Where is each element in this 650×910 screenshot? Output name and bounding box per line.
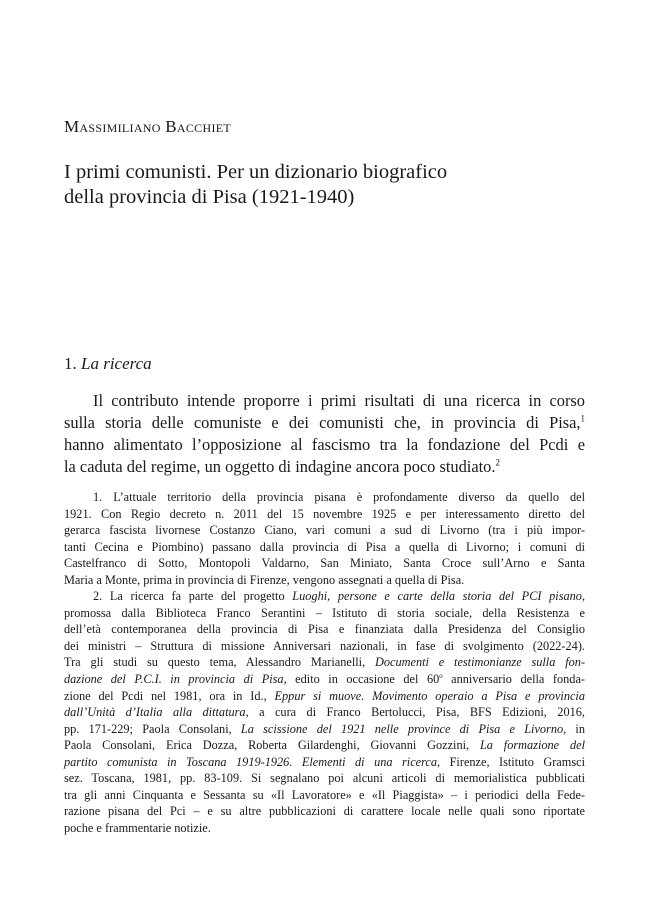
section-number: 1.: [64, 354, 77, 373]
footnote-ref-1[interactable]: 1: [580, 413, 585, 424]
chapter-title: [64, 160, 584, 210]
footnote-text: zione del Pcdi nel 1981, ora in Id.,: [64, 688, 275, 703]
footnote-italic-text: Documenti e testimonianze sulla fon-: [374, 655, 585, 670]
body-line-text: sulla storia delle comuniste e dei comunisti che, in provincia di Pisa,: [64, 413, 581, 432]
footnote-2-line: [64, 704, 585, 721]
footnote-1-line: Castelfranco di Sotto, Montopoli Valdarno, San Miniato, Santa Croce sull’Arno e Santa: [64, 556, 585, 571]
body-line: Il contributo intende proporre i primi risultati di una ricerca in corso: [93, 391, 585, 410]
footnote-italic-text: dazione del P.C.I. in provincia di Pisa: [64, 672, 284, 687]
footnote-1-line: gerarca fascista livornese Costanzo Ciano, vari comuni a sud di Livorno (tra i più impor-: [64, 523, 585, 538]
footnote-italic-text: La formazione del: [479, 738, 585, 753]
footnote-text: , in: [563, 721, 585, 736]
chapter-title-line-1: I primi comunisti. Per un dizionario biografico: [64, 161, 448, 183]
footnote-text: ,: [581, 589, 586, 604]
footnote-2-line: [64, 671, 585, 688]
footnote-2-line: dei ministri – Struttura di missione Anniversari nazionali, in fase di svolgimento (2022-24).: [64, 638, 585, 653]
footnote-1-line: Maria a Monte, prima in provincia di Firenze, vengono assegnati a quella di Pisa.: [64, 572, 465, 587]
body-line: hanno alimentato l’opposizione al fascismo tra la fondazione del Pcdi e: [64, 435, 585, 454]
footnote-text: Tra gli studi su questo tema, Alessandro Marianelli,: [64, 655, 375, 670]
footnote-2-line: tra gli anni Cinquanta e Sessanta su «Il Lavoratore» e «Il Piaggista» – i periodici della Fede-: [64, 787, 585, 802]
footnote-2-line: [64, 737, 585, 754]
footnote-text: anniversario della fonda-: [442, 672, 585, 687]
footnote-ref-2[interactable]: 2: [495, 457, 500, 468]
footnote-2-line: sez. Toscana, 1981, pp. 83-109. Si segnalano poi alcuni articoli di memorialistica pubblicati: [64, 771, 585, 786]
author-name: Massimiliano Bacchiet: [64, 117, 232, 136]
footnote-italic-text: La scissione del 1921 nelle province di Pisa e Livorno: [240, 721, 564, 736]
footnote-text: , a cura di Franco Bertolucci, Pisa, BFS Edizioni, 2016,: [245, 705, 585, 720]
body-line-text: la caduta del regime, un oggetto di indagine ancora poco studiato.: [64, 457, 496, 476]
ordinal-superscript: o: [439, 672, 443, 680]
footnote-2-line: [64, 754, 585, 771]
footnote-2-line: [64, 688, 585, 705]
footnote-1-line: 1921. Con Regio decreto n. 2011 del 15 novembre 1925 e per interessamento diretto del: [64, 506, 585, 521]
section-heading: [64, 354, 152, 374]
footnote-text: , Firenze, Istituto Gramsci: [437, 754, 585, 769]
footnote-1-line: 1. L’attuale territorio della provincia pisana è profondamente diverso da quello del: [93, 490, 585, 504]
chapter-title-line-2: della provincia di Pisa (1921-1940): [64, 186, 355, 208]
footnote-text: pp. 171-229; Paola Consolani,: [64, 721, 241, 736]
footnote-italic-text: partito comunista in Toscana 1919-1926. Elementi di una ricerca: [64, 754, 438, 769]
footnote-2-line: dell’età contemporanea della provincia di Pisa e finanziata dalla Presidenza del Consiglio: [64, 622, 585, 637]
footnote-2-line: poche e frammentarie notizie.: [64, 820, 211, 835]
body-line: [64, 456, 585, 478]
body-paragraph: [64, 390, 585, 478]
footnote-1-line: tanti Cecina e Piombino) passano dalla provincia di Pisa a quella di Livorno; i comuni di: [64, 539, 585, 554]
footnote-text: 2. La ricerca fa parte del progetto: [93, 589, 293, 604]
footnote-2-line: [64, 721, 585, 738]
section-label: La ricerca: [81, 354, 152, 373]
footnote-italic-text: dall’Unità d’Italia alla dittatura: [64, 705, 246, 720]
footnote-2-line: razione pisana del Pci – e su altre pubblicazioni di carattere locale nelle quali sono riportate: [64, 804, 585, 819]
footnote-italic-text: Eppur si muove. Movimento operaio a Pisa e provincia: [274, 688, 585, 703]
footnote-2-line: [64, 654, 585, 671]
footnote-italic-text: Luoghi, persone e carte della storia del PCI pisano: [292, 589, 582, 604]
footnote-2-line: promossa dalla Biblioteca Franco Serantini – Istituto di storia sociale, della Resistenza e: [64, 605, 585, 620]
footnotes: [64, 489, 585, 836]
body-line: [64, 412, 585, 434]
footnote-text: Paola Consolani, Erica Dozza, Roberta Gilardenghi, Giovanni Gozzini,: [64, 738, 480, 753]
footnote-text: , edito in occasione del 60: [283, 672, 440, 687]
footnote-2-line: [64, 588, 585, 605]
